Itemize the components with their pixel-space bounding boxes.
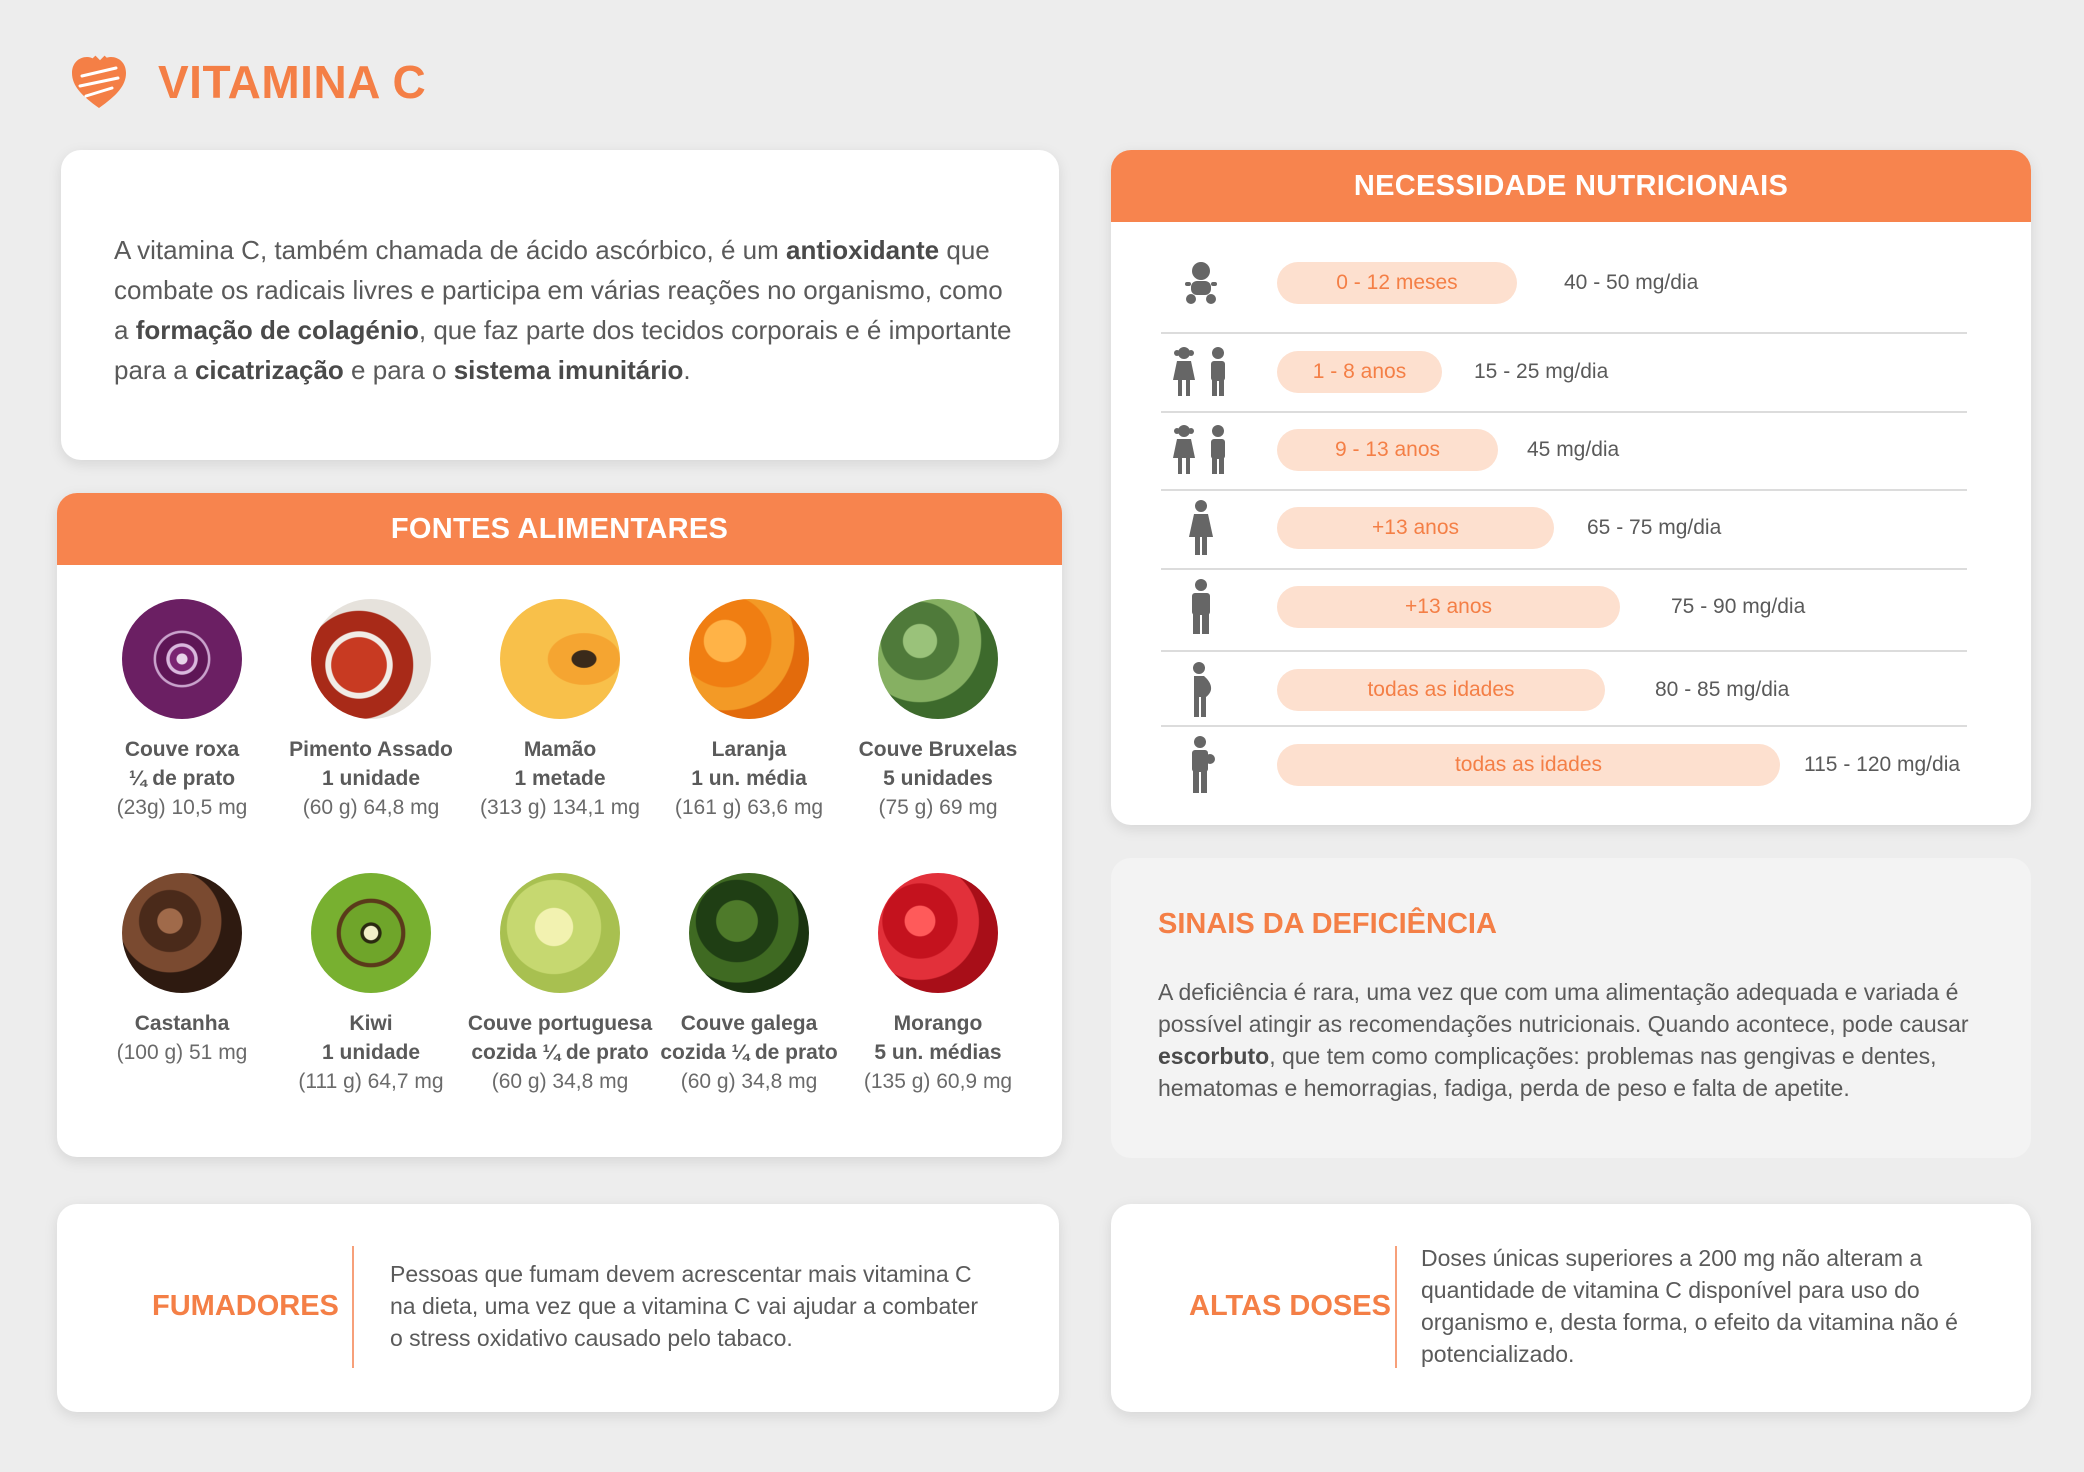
age-pill: 9 - 13 anos	[1277, 429, 1498, 471]
food-item	[276, 599, 466, 822]
altas-doses-card	[1111, 1204, 2031, 1412]
sinais-title: SINAIS DA DEFICIÊNCIA	[1158, 908, 1497, 940]
food-portion: 1 unidade	[321, 1041, 421, 1064]
food-portion: 1 unidade	[321, 767, 421, 790]
age-pill: todas as idades	[1277, 744, 1780, 786]
food-item	[843, 873, 1033, 1096]
pregnant-icon	[1161, 665, 1241, 715]
age-pill: 1 - 8 anos	[1277, 351, 1442, 393]
fumadores-title: FUMADORES	[152, 1290, 339, 1322]
food-amount: (60 g) 34,8 mg	[680, 1070, 818, 1093]
food-item	[276, 873, 466, 1096]
food-name: Couve portuguesa	[467, 1012, 653, 1035]
food-amount: (60 g) 34,8 mg	[491, 1070, 629, 1093]
food-portion: 1 un. média	[691, 767, 807, 790]
food-portion: cozida ¼ de prato	[660, 1041, 838, 1064]
food-name: Couve Bruxelas	[858, 738, 1018, 761]
altas-text: Doses únicas superiores a 200 mg não alteram a quantidade de vitamina C disponível para uso do organismo e, desta forma, o efeito da vitamina não é potencializado.	[1421, 1245, 1958, 1367]
altas-title: ALTAS DOSES	[1189, 1290, 1391, 1322]
age-pill: +13 anos	[1277, 507, 1554, 549]
intro-text-part: A vitamina C, também chamada de ácido ascórbico, é um	[114, 235, 786, 265]
papaya-image	[500, 599, 620, 719]
food-amount: (75 g) 69 mg	[878, 796, 998, 819]
fontes-header: FONTES ALIMENTARES	[57, 493, 1062, 565]
chestnut-image	[122, 873, 242, 993]
dose-value: 45 mg/dia	[1527, 438, 1620, 461]
food-name: Morango	[893, 1012, 983, 1035]
fumadores-text: Pessoas que fumam devem acrescentar mais vitamina C na dieta, uma vez que a vitamina C vai ajudar a combater o stress oxidativo causado pelo tabaco.	[390, 1261, 979, 1351]
sinais-text-part: , que tem como complicações: problemas nas gengivas e dentes, hematomas e hemorragias, fadiga, perda de peso e falta de apetite.	[1158, 1043, 1937, 1101]
red-cabbage-image	[122, 599, 242, 719]
orange-image	[689, 599, 809, 719]
galician-cabbage-image	[689, 873, 809, 993]
divider-line	[1395, 1246, 1397, 1368]
divider-line	[352, 1246, 354, 1368]
food-amount: (60 g) 64,8 mg	[302, 796, 440, 819]
dose-value: 65 - 75 mg/dia	[1587, 516, 1722, 539]
food-amount: (100 g) 51 mg	[116, 1041, 248, 1064]
food-item	[87, 599, 277, 822]
portuguese-cabbage-image	[500, 873, 620, 993]
food-item	[654, 873, 844, 1096]
sinais-bold-escorbuto: escorbuto	[1158, 1043, 1270, 1069]
row-divider	[1161, 650, 1967, 652]
intro-text-part: , que faz parte dos tecidos corporais e é importante para a	[114, 315, 1012, 385]
baby-icon	[1161, 258, 1241, 308]
food-portion: cozida ¼ de prato	[471, 1041, 649, 1064]
dose-value: 115 - 120 mg/dia	[1804, 753, 1961, 776]
food-portion: ¼ de prato	[128, 767, 236, 790]
row-divider	[1161, 489, 1967, 491]
heart-logo-icon	[70, 54, 128, 110]
food-portion: 5 un. médias	[874, 1041, 1002, 1064]
children-icon	[1161, 425, 1241, 475]
intro-bold-sistema: sistema imunitário	[453, 355, 684, 385]
sinais-text-part: A deficiência é rara, uma vez que com uma alimentação adequada e variada é possível atingir as recomendações nutricionais. Quando acontece, pode causar	[1158, 979, 1969, 1037]
age-pill: todas as idades	[1277, 669, 1605, 711]
intro-bold-antioxidante: antioxidante	[786, 235, 940, 265]
row-divider	[1161, 568, 1967, 570]
header	[70, 52, 426, 112]
intro-bold-cicatrizacao: cicatrização	[194, 355, 344, 385]
roasted-pepper-image	[311, 599, 431, 719]
children-icon	[1161, 347, 1241, 397]
breastfeeding-icon	[1161, 740, 1241, 790]
intro-card	[61, 150, 1059, 460]
woman-icon	[1161, 503, 1241, 553]
food-amount: (313 g) 134,1 mg	[480, 796, 640, 819]
food-item	[465, 599, 655, 822]
fontes-alimentares-card	[57, 493, 1062, 1157]
food-amount: (111 g) 64,7 mg	[298, 1070, 444, 1093]
dose-value: 80 - 85 mg/dia	[1655, 678, 1790, 701]
intro-bold-colagenio: formação de colagénio	[135, 315, 419, 345]
intro-text-part: e para o	[343, 355, 454, 385]
fumadores-card	[57, 1204, 1059, 1412]
brussels-sprouts-image	[878, 599, 998, 719]
food-portion: 1 metade	[514, 767, 606, 790]
age-pill: 0 - 12 meses	[1277, 262, 1517, 304]
dose-value: 40 - 50 mg/dia	[1564, 271, 1699, 294]
food-amount: (161 g) 63,6 mg	[674, 796, 824, 819]
sinais-deficiencia-card	[1111, 858, 2031, 1158]
necessidade-card	[1111, 150, 2031, 825]
food-name: Pimento Assado	[289, 738, 453, 761]
row-divider	[1161, 725, 1967, 727]
food-name: Couve galega	[680, 1012, 818, 1035]
row-divider	[1161, 411, 1967, 413]
food-item	[465, 873, 655, 1096]
intro-text	[114, 230, 1014, 390]
food-name: Couve roxa	[124, 738, 240, 761]
age-pill: +13 anos	[1277, 586, 1620, 628]
food-item	[843, 599, 1033, 822]
dose-value: 15 - 25 mg/dia	[1474, 360, 1609, 383]
intro-text-part: que combate os radicais livres e participa em várias reações no organismo, como a	[114, 235, 1003, 345]
food-item	[654, 599, 844, 822]
dose-value: 75 - 90 mg/dia	[1671, 595, 1806, 618]
necessidade-header: NECESSIDADE NUTRICIONAIS	[1111, 150, 2031, 222]
food-amount: (23g) 10,5 mg	[116, 796, 248, 819]
food-name: Laranja	[711, 738, 787, 761]
strawberry-image	[878, 873, 998, 993]
food-item	[87, 873, 277, 1067]
row-divider	[1161, 332, 1967, 334]
man-icon	[1161, 582, 1241, 632]
food-name: Kiwi	[349, 1012, 393, 1035]
food-amount: (135 g) 60,9 mg	[863, 1070, 1013, 1093]
intro-text-part: .	[683, 355, 691, 385]
page-title: VITAMINA C	[158, 56, 427, 108]
sinais-text	[1158, 976, 1998, 1104]
food-portion: 5 unidades	[883, 767, 993, 790]
food-name: Mamão	[523, 738, 597, 761]
kiwi-image	[311, 873, 431, 993]
food-name: Castanha	[134, 1012, 230, 1035]
